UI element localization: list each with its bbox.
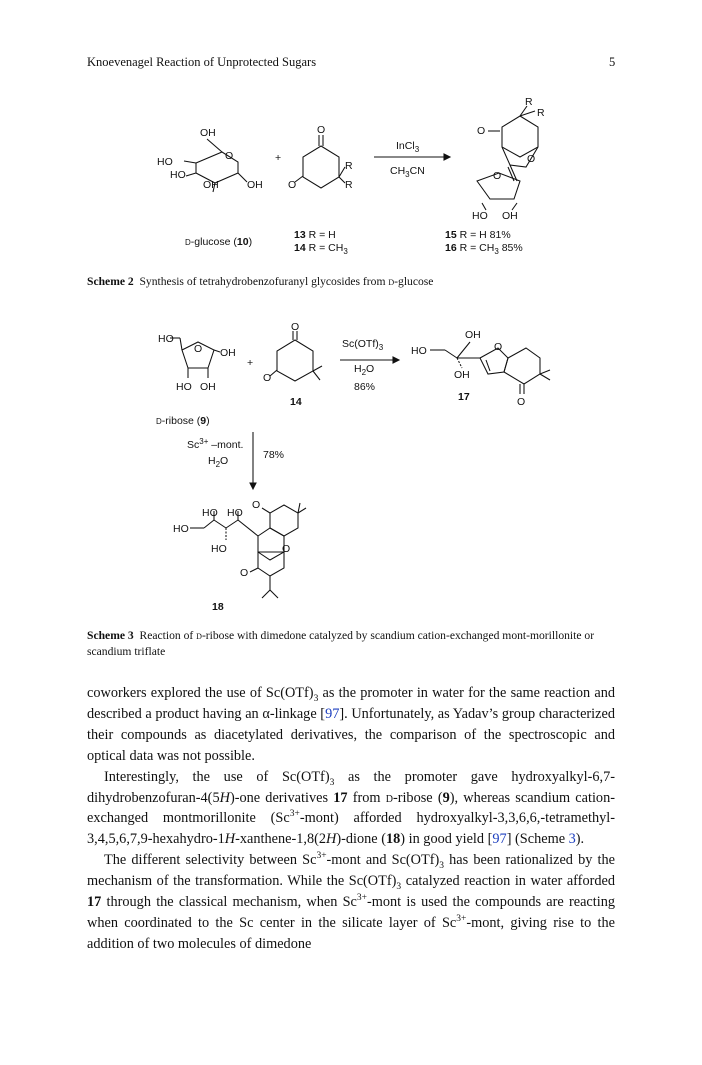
compound-16-label: 16 $R = CH_3$ 85% xyxy=(445,242,523,256)
atom-ho: HO xyxy=(173,523,189,535)
citation-link[interactable]: 97 xyxy=(325,705,340,722)
plus-sign: + xyxy=(247,357,254,369)
paragraph-2: Interestingly, the use of $Sc(OTf)_3$ as the promoter gave hydroxyalkyl-6,7-dihydrobenzofuran-4(5H)-one derivatives 17 from d-ribose (9), whereas scandium cation-exchanged montmorillonite $(Sc^{3+}-mont)$ afforded hydroxyalkyl-3,3,6,6,-tetramethyl-3,4,5,6,7,9-hexahydro-1H-xanthene-1,8(2H)-dione (18) in good yield [97] (Scheme 3). xyxy=(87,768,615,848)
compound-18-number: 18 xyxy=(212,601,224,613)
atom-ho: HO xyxy=(157,156,173,168)
atom-o: O xyxy=(291,321,300,333)
paragraph-1: coworkers explored the use of $Sc(OTf)_3$ as the promoter in water for the same reaction and described a product having an α-linkage [97]. Unfortunately, as Yadav’s group characterized their compounds as diacetylated derivatives, the comparison of the spectroscopic and optical data was not possible. xyxy=(87,685,615,764)
water-label: $H_2O$ xyxy=(208,455,229,469)
down-yield-label: 78% xyxy=(263,449,285,461)
atom-o: O xyxy=(225,150,234,162)
atom-ho: HO xyxy=(411,345,427,357)
atom-oh: OH xyxy=(247,179,263,191)
atom-o: O xyxy=(194,343,203,355)
dimedone-structure xyxy=(263,321,322,384)
ribose-label: D-ribose (9) xyxy=(156,415,210,427)
scheme-link[interactable]: 3 xyxy=(568,831,576,848)
running-title: Knoevenagel Reaction of Unprotected Sugars xyxy=(87,55,317,69)
atom-oh: OH xyxy=(465,329,481,341)
scheme-2-caption: Scheme 2 Synthesis of tetrahydrobenzofuranyl glycosides from d-glucose xyxy=(87,275,434,288)
solvent-label: $CH_3CN$ xyxy=(390,165,425,179)
yield-label: 86% xyxy=(354,381,376,393)
scheme-3-caption: Scheme 3 Reaction of d-ribose with dimedone catalyzed by scandium cation-exchanged mont-morillonite or scandium triflate xyxy=(87,629,595,658)
atom-oh: OH xyxy=(200,381,216,393)
citation-link[interactable]: 97 xyxy=(492,831,507,848)
atom-o: O xyxy=(282,543,291,555)
compound-14-label: 14 $R = CH_3$ xyxy=(294,242,348,256)
atom-o: O xyxy=(317,124,326,136)
atom-ho: HO xyxy=(202,507,218,519)
atom-oh: OH xyxy=(502,210,518,222)
atom-r: R xyxy=(537,107,545,119)
atom-ho: HO xyxy=(158,333,174,345)
page-number: 5 xyxy=(609,55,616,69)
atom-oh: OH xyxy=(203,179,219,191)
atom-o: O xyxy=(477,125,486,137)
atom-o: O xyxy=(288,179,297,191)
atom-r: R xyxy=(525,96,533,108)
atom-o: O xyxy=(517,396,526,408)
compound-13-label: 13 R = H xyxy=(294,229,336,241)
atom-ho: HO xyxy=(170,169,186,181)
compound-15-label: 15 R = H 81% xyxy=(445,229,511,241)
atom-r: R xyxy=(345,160,353,172)
atom-o: O xyxy=(527,153,536,165)
atom-o: O xyxy=(494,341,503,353)
reagent-label: InCl$_3$ xyxy=(396,140,420,154)
atom-o: O xyxy=(263,372,272,384)
solvent-label: $H_2O$ xyxy=(354,363,375,377)
atom-oh: OH xyxy=(200,127,216,139)
compound-14-number: 14 xyxy=(290,396,302,408)
plus-sign: + xyxy=(275,152,282,164)
product-18-structure xyxy=(173,499,306,598)
atom-ho: HO xyxy=(176,381,192,393)
product-15-16-structure xyxy=(472,96,545,222)
atom-o: O xyxy=(493,170,502,182)
product-17-structure xyxy=(411,329,550,408)
atom-ho: HO xyxy=(472,210,488,222)
atom-ho: HO xyxy=(211,543,227,555)
compound-17-number: 17 xyxy=(458,391,470,403)
scheme-3-figure xyxy=(0,318,702,618)
atom-r: R xyxy=(345,179,353,191)
atom-oh: OH xyxy=(220,347,236,359)
ribose-structure xyxy=(158,333,236,393)
glucose-label: D-glucose (10) xyxy=(185,236,253,248)
glucose-structure xyxy=(157,127,263,192)
paragraph-3: The different selectivity between $Sc^{3+}$-mont and $Sc(OTf)_3$ has been rationalized by the mechanism of the transformation. While the $Sc(OTf)_3$ catalyzed reaction in water afforded 17 through the classical mechanism, when $Sc^{3+}$-mont is used the compounds are reacting when coordinated to the Sc center in the silicate layer of $Sc^{3+}$-mont, giving rise to the addition of two molecules of dimedone xyxy=(87,851,616,952)
atom-o: O xyxy=(240,567,249,579)
catalyst-label: $Sc^{3+}$ –mont. xyxy=(187,437,244,451)
atom-o: O xyxy=(252,499,261,511)
body-text xyxy=(87,683,615,955)
scheme-2-figure xyxy=(0,85,702,260)
atom-oh: OH xyxy=(454,369,470,381)
reagent-label: $Sc(OTf)_3$ xyxy=(342,338,384,352)
dione-structure xyxy=(288,124,353,191)
atom-ho: HO xyxy=(227,507,243,519)
